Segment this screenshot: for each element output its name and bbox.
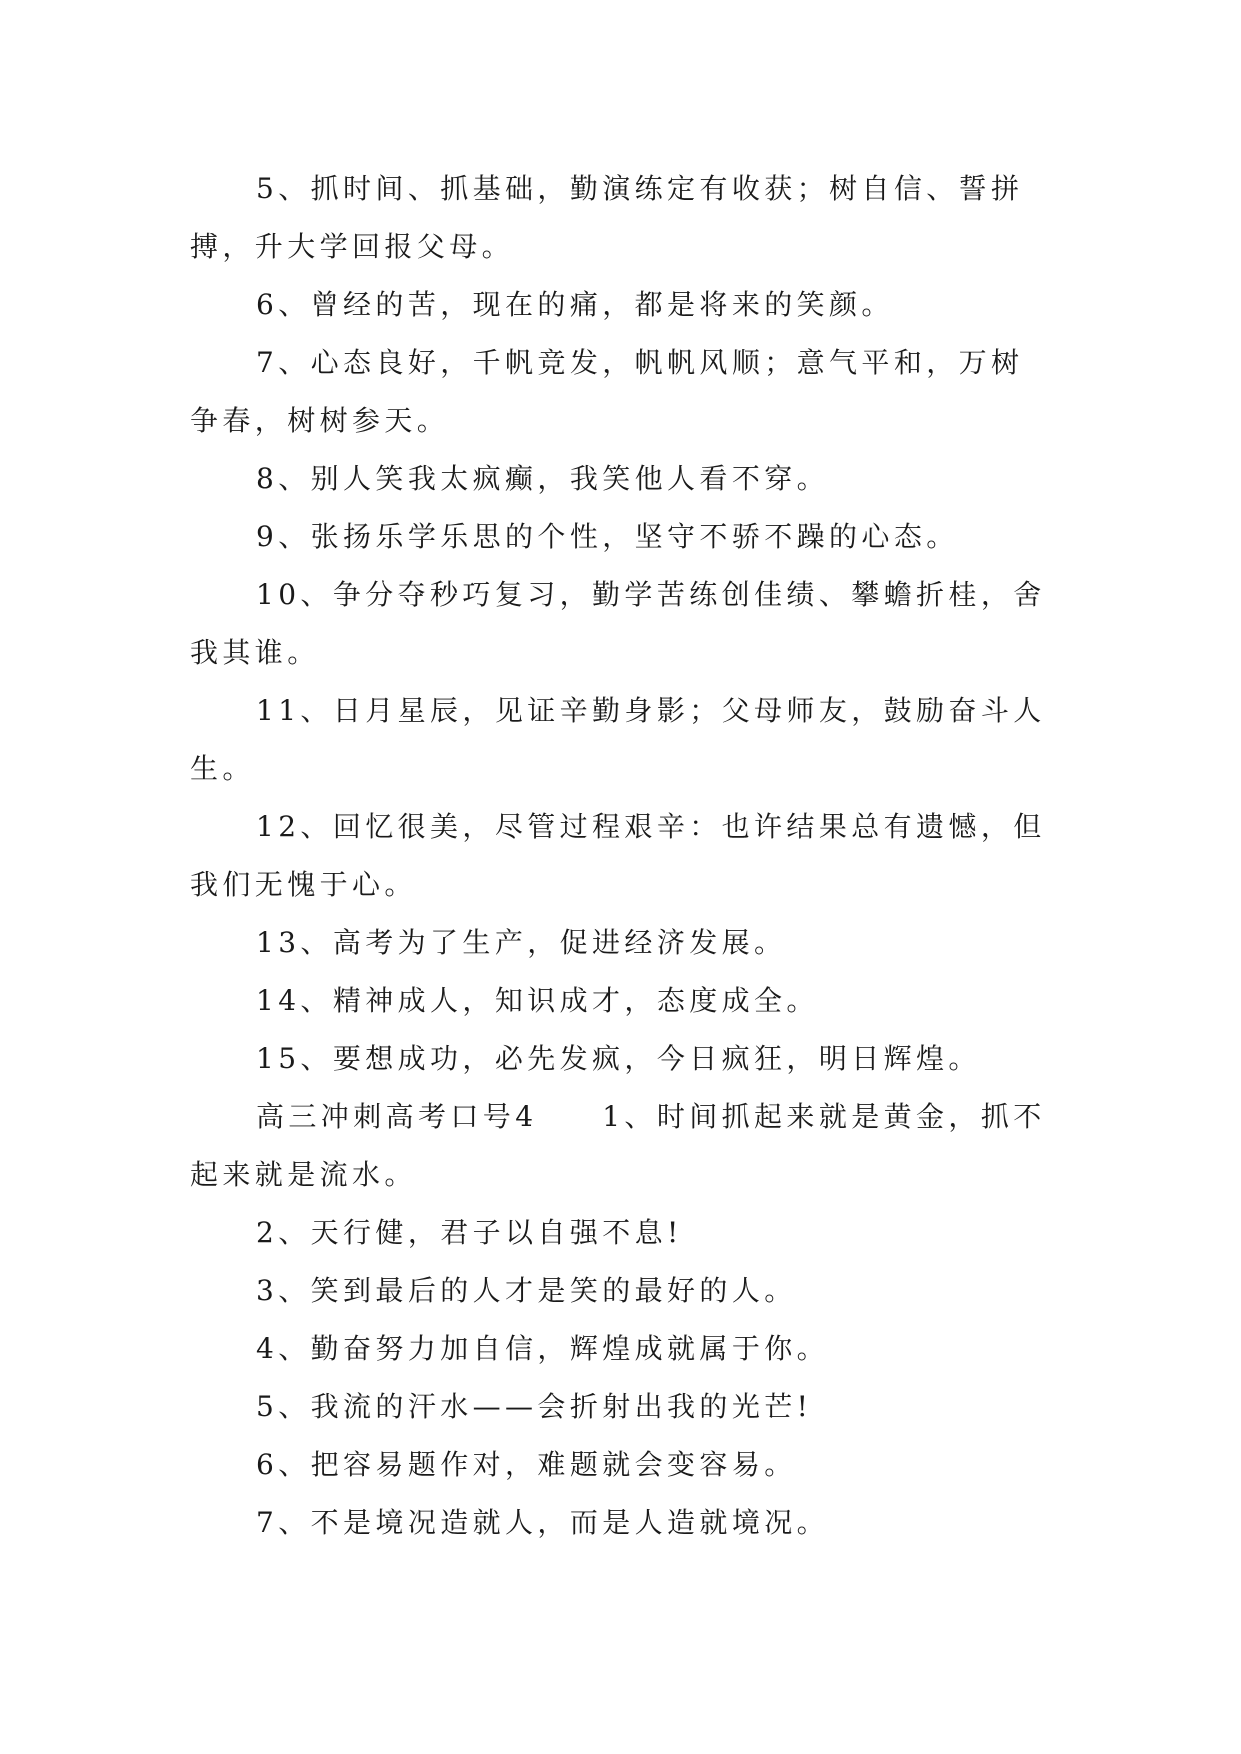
paragraph: 3、笑到最后的人才是笑的最好的人。: [256, 1274, 797, 1307]
paragraph: 10、争分夺秒巧复习，勤学苦练创佳绩、攀蟾折桂，舍我其谁。: [190, 578, 1046, 669]
paragraph: 15、要想成功，必先发疯，今日疯狂，明日辉煌。: [256, 1042, 981, 1075]
paragraph: 12、回忆很美，尽管过程艰辛：也许结果总有遗憾，但我们无愧于心。: [190, 810, 1046, 901]
paragraph: 5、我流的汗水——会折射出我的光芒!: [256, 1390, 813, 1423]
paragraph: 9、张扬乐学乐思的个性，坚守不骄不躁的心态。: [256, 520, 959, 553]
paragraph: 14、精神成人，知识成才，态度成全。: [256, 984, 819, 1017]
paragraph: 8、别人笑我太疯癫，我笑他人看不穿。: [256, 462, 830, 495]
document-body: [190, 160, 1050, 1552]
paragraph: 6、把容易题作对，难题就会变容易。: [256, 1448, 797, 1481]
section-heading-paragraph: 高三冲刺高考口号4 1、时间抓起来就是黄金，抓不起来就是流水。: [190, 1100, 1046, 1191]
paragraph: 7、心态良好，千帆竞发，帆帆风顺；意气平和，万树争春，树树参天。: [190, 346, 1024, 437]
paragraph: 7、不是境况造就人，而是人造就境况。: [256, 1506, 830, 1539]
paragraph: 6、曾经的苦，现在的痛，都是将来的笑颜。: [256, 288, 894, 321]
paragraph: 4、勤奋努力加自信，辉煌成就属于你。: [256, 1332, 830, 1365]
paragraph: 5、抓时间、抓基础，勤演练定有收获；树自信、誓拼搏，升大学回报父母。: [190, 172, 1024, 263]
paragraph: 2、天行健，君子以自强不息!: [256, 1216, 683, 1249]
paragraph: 11、日月星辰，见证辛勤身影；父母师友，鼓励奋斗人生。: [190, 694, 1046, 785]
paragraph: 13、高考为了生产，促进经济发展。: [256, 926, 787, 959]
